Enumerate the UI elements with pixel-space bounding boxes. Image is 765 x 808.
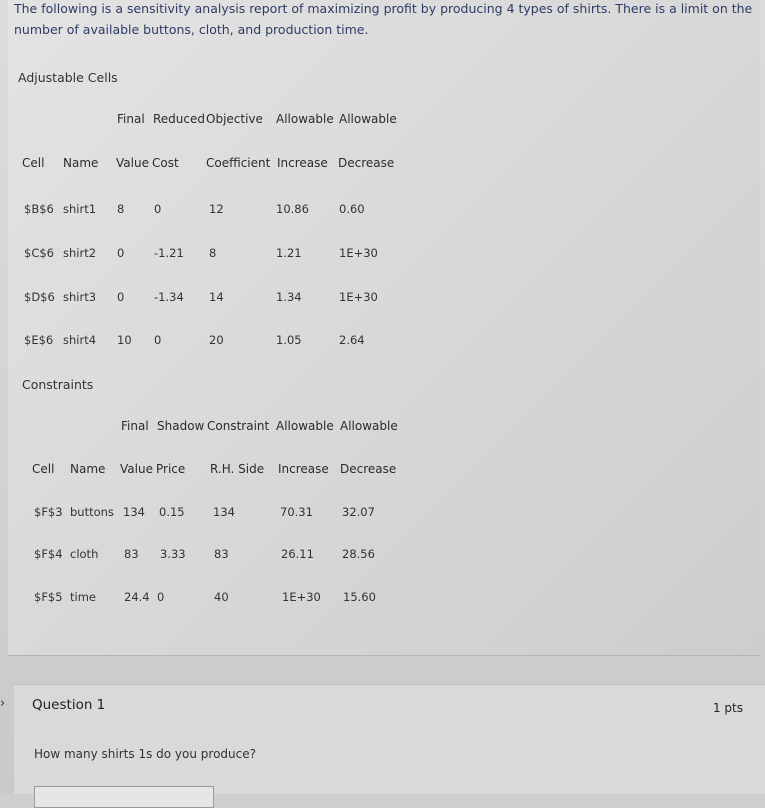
con-header-constraint: Constraint: [207, 419, 270, 433]
adj-header-coefficient: Coefficient: [206, 156, 271, 170]
con-row-3-increase: 1E+30: [282, 590, 321, 604]
adj-header-final: Final: [117, 112, 145, 126]
con-header-price: Price: [156, 462, 186, 476]
adj-header-allowable-2: Allowable: [339, 112, 397, 126]
adj-header-allowable-1: Allowable: [276, 112, 334, 126]
adj-row-3-name: shirt3: [63, 290, 97, 304]
question-nav-chevron-icon[interactable]: ›: [0, 696, 6, 711]
adj-row-4-coef: 20: [209, 333, 224, 347]
con-row-2-name: cloth: [70, 547, 99, 561]
con-header-allowable-2: Allowable: [340, 419, 398, 433]
adj-header-value: Value: [116, 156, 149, 170]
con-row-2-cell: $F$4: [34, 547, 63, 561]
con-row-3-price: 0: [157, 590, 165, 604]
intro-line-1: The following is a sensitivity analysis report of maximizing profit by producing 4 types of shirts. There is a limit on the: [14, 1, 753, 16]
adj-row-1-coef: 12: [209, 202, 224, 216]
con-row-2-price: 3.33: [160, 547, 186, 561]
adj-row-1-value: 8: [117, 202, 125, 216]
con-header-cell: Cell: [32, 462, 55, 476]
adj-row-3-decrease: 1E+30: [339, 290, 378, 304]
con-header-rhs: R.H. Side: [210, 462, 265, 476]
question-points: 1 pts: [712, 701, 743, 715]
adj-header-name: Name: [63, 156, 99, 170]
adj-header-increase: Increase: [277, 156, 328, 170]
con-header-allowable-1: Allowable: [276, 419, 334, 433]
con-header-increase: Increase: [278, 462, 329, 476]
adj-header-cost: Cost: [152, 156, 179, 170]
adj-row-2-cost: -1.21: [154, 246, 184, 260]
question-title: Question 1: [32, 697, 106, 713]
con-header-decrease: Decrease: [340, 462, 397, 476]
adj-row-4-value: 10: [117, 333, 132, 347]
con-row-3-name: time: [70, 590, 96, 604]
adj-header-decrease: Decrease: [338, 156, 395, 170]
con-row-3-value: 24.4: [124, 590, 150, 604]
adj-row-2-name: shirt2: [63, 246, 97, 260]
adjustable-cells-heading: Adjustable Cells: [18, 70, 118, 85]
adj-row-2-cell: $C$6: [24, 246, 54, 260]
adj-row-2-decrease: 1E+30: [339, 246, 378, 260]
adj-header-reduced: Reduced: [153, 112, 206, 126]
adj-header-objective: Objective: [206, 112, 263, 126]
question-panel: [14, 684, 765, 794]
con-row-1-rhs: 134: [213, 505, 235, 519]
adj-row-1-name: shirt1: [63, 202, 97, 216]
intro-line-2: number of available buttons, cloth, and production time.: [14, 22, 369, 37]
adj-row-3-cost: -1.34: [154, 290, 184, 304]
question-description-panel: [8, 0, 760, 656]
adj-row-2-value: 0: [117, 246, 125, 260]
adj-row-2-increase: 1.21: [276, 246, 302, 260]
adj-row-4-cost: 0: [154, 333, 162, 347]
adj-row-4-increase: 1.05: [276, 333, 302, 347]
con-row-3-cell: $F$5: [34, 590, 63, 604]
adj-header-cell: Cell: [22, 156, 45, 170]
con-row-2-value: 83: [124, 547, 139, 561]
adj-row-3-cell: $D$6: [24, 290, 55, 304]
con-row-1-price: 0.15: [159, 505, 185, 519]
con-row-1-value: 134: [123, 505, 145, 519]
con-row-1-increase: 70.31: [280, 505, 313, 519]
con-row-1-decrease: 32.07: [342, 505, 375, 519]
adj-row-3-coef: 14: [209, 290, 224, 304]
con-header-final: Final: [121, 419, 149, 433]
adj-row-1-increase: 10.86: [276, 202, 309, 216]
con-row-2-decrease: 28.56: [342, 547, 375, 561]
question-text: How many shirts 1s do you produce?: [34, 747, 256, 761]
adj-row-3-increase: 1.34: [276, 290, 302, 304]
con-row-1-cell: $F$3: [34, 505, 63, 519]
adj-row-3-value: 0: [117, 290, 125, 304]
con-row-2-rhs: 83: [214, 547, 229, 561]
con-header-shadow: Shadow: [157, 419, 205, 433]
adj-row-4-cell: $E$6: [24, 333, 54, 347]
constraints-heading: Constraints: [22, 377, 94, 392]
con-header-name: Name: [70, 462, 106, 476]
adj-row-1-cell: $B$6: [24, 202, 54, 216]
con-row-1-name: buttons: [70, 505, 114, 519]
con-row-2-increase: 26.11: [281, 547, 314, 561]
adj-row-4-name: shirt4: [63, 333, 97, 347]
con-row-3-rhs: 40: [214, 590, 229, 604]
answer-input[interactable]: [34, 786, 214, 808]
adj-row-1-cost: 0: [154, 202, 162, 216]
adj-row-2-coef: 8: [209, 246, 217, 260]
adj-row-4-decrease: 2.64: [339, 333, 365, 347]
con-header-value: Value: [120, 462, 153, 476]
adj-row-1-decrease: 0.60: [339, 202, 365, 216]
con-row-3-decrease: 15.60: [343, 590, 376, 604]
